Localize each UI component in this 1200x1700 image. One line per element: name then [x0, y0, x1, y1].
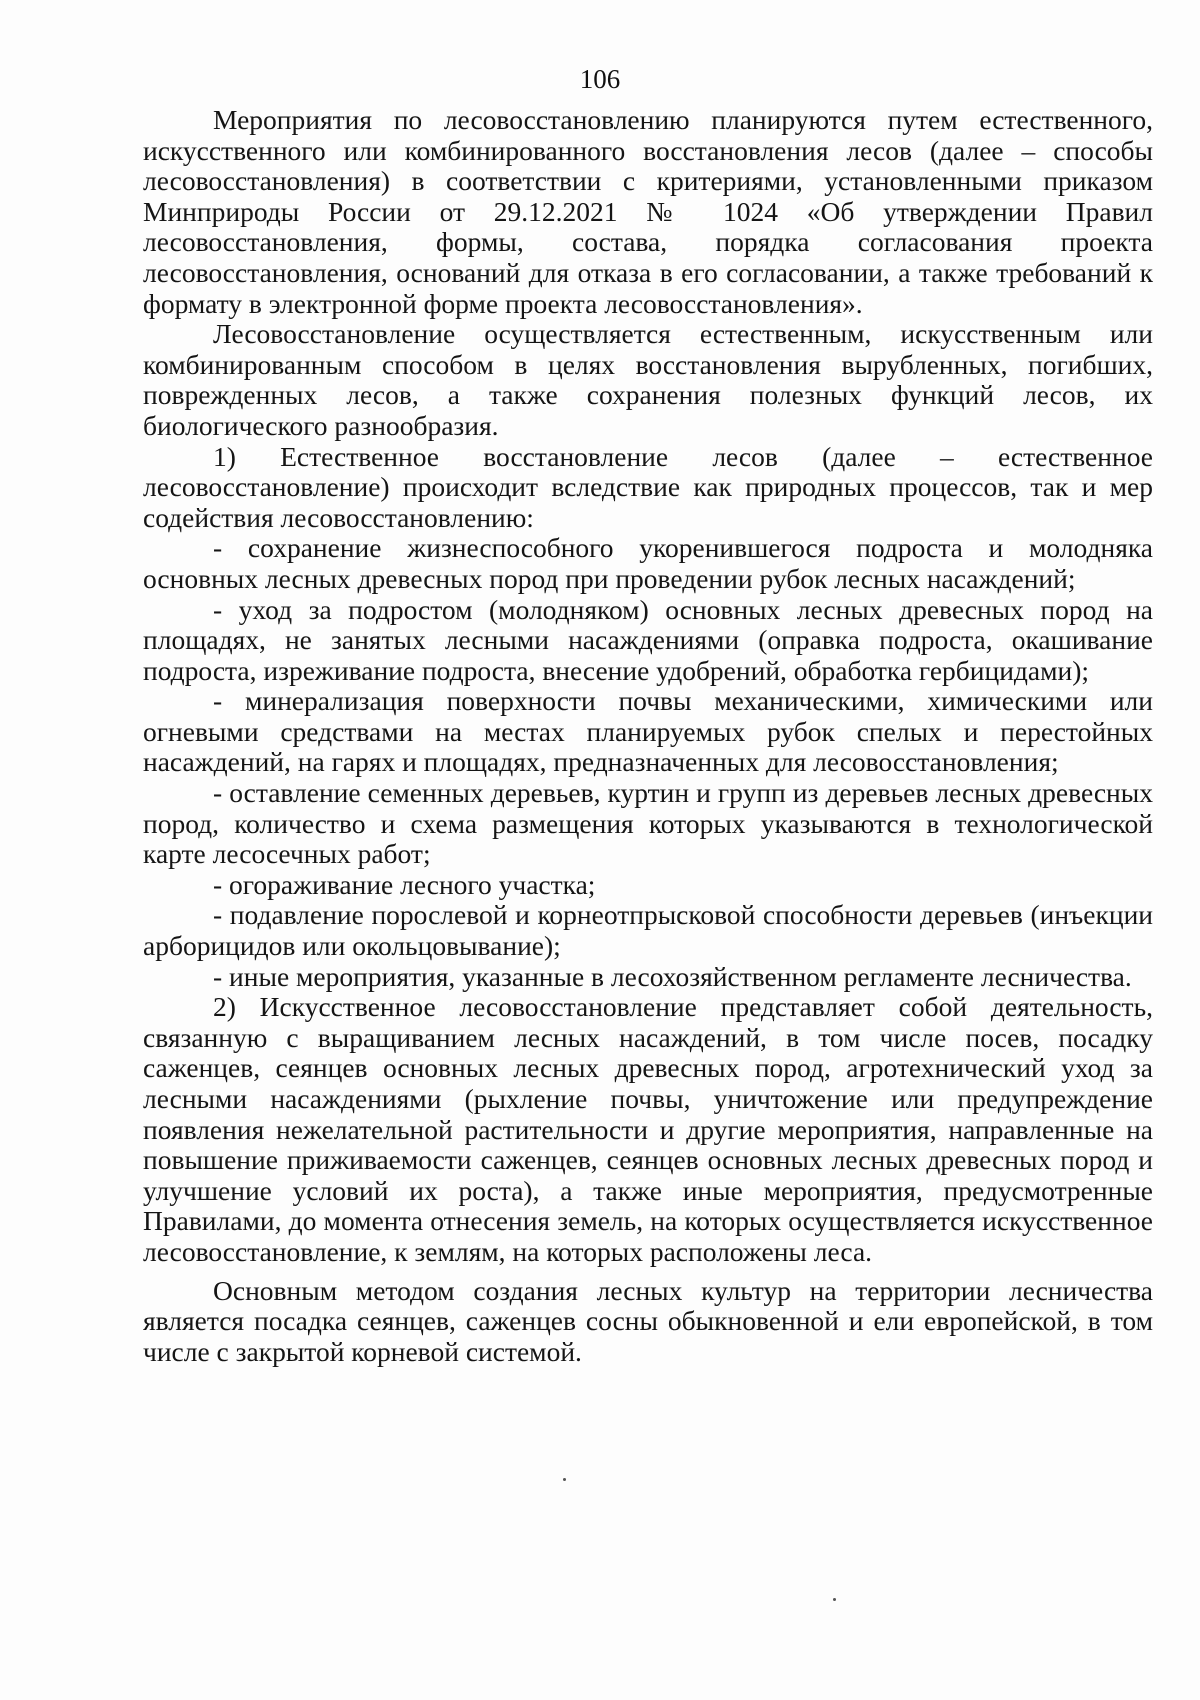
list-item: - оставление семенных деревьев, куртин и групп из деревьев лесных древесных пород, количество и схема размещения которых указываются в технологической карте лесосечных работ; — [143, 777, 1153, 870]
paragraph-natural-restoration: 1) Естественное восстановление лесов (далее – естественное лесовосстановление) происходит вследствие как природных процессов, так и мер содействия лесовосстановлению: — [143, 440, 1153, 533]
scan-speck — [833, 1598, 836, 1601]
list-item: - сохранение жизнеспособного укоренившегося подроста и молодняка основных лесных древесных пород при проведении рубок лесных насаждений; — [143, 532, 1153, 594]
list-item: - минерализация поверхности почвы механическими, химическими или огневыми средствами на местах планируемых рубок спелых и перестойных насаждений, на гарях и площадях, предназначенных для лесовосстановления; — [143, 685, 1153, 778]
scan-speck — [563, 1478, 566, 1481]
document-body — [143, 105, 1153, 1367]
list-item: - иные мероприятия, указанные в лесохозяйственном регламенте лесничества. — [213, 960, 1132, 992]
page-number: 106 — [579, 64, 621, 94]
paragraph-artificial-restoration: 2) Искусственное лесовосстановление представляет собой деятельность, связанную с выращиванием лесных насаждений, в том числе посев, посадку саженцев, сеянцев основных лесных древесных пород, агротехнический уход за лесными насаждениями (рыхление почвы, уничтожение или предупреждение появления нежелательной растительности и другие мероприятия, направленные на повышение приживаемости саженцев, сеянцев основных лесных древесных пород и улучшение условий их роста), а также иные мероприятия, предусмотренные Правилами, до момента отнесения земель, на которых осуществляется искусственное лесовосстановление, к землям, на которых расположены леса. — [143, 991, 1153, 1267]
paragraph-main-method: Основным методом создания лесных культур на территории лесничества является посадка сеянцев, саженцев сосны обыкновенной и ели европейской, в том числе с закрытой корневой системой. — [143, 1274, 1153, 1367]
list-item: - подавление порослевой и корнеотпрысковой способности деревьев (инъекции арборицидов или окольцовывание); — [143, 899, 1153, 962]
paragraph-methods: Лесовосстановление осуществляется естественным, искусственным или комбинированным способом в целях восстановления вырубленных, погибших, поврежденных лесов, а также сохранения полезных функций лесов, их биологического разнообразия. — [143, 318, 1153, 441]
list-item: - уход за подростом (молодняком) основных лесных древесных пород на площадях, не занятых лесными насаждениями (оправка подроста, окашивание подроста, изреживание подроста, внесение удобрений, обработка гербицидами); — [143, 593, 1153, 686]
paragraph-intro: Мероприятия по лесовосстановлению планируются путем естественного, искусственного или комбинированного восстановления лесов (далее – способы лесовосстановления) в соответствии с критериями, установленными приказом Минприроды России от 29.12.2021 № 1024 «Об утверждении Правил лесовосстановления, формы, состава, порядка согласования проекта лесовосстановления, оснований для отказа в его согласовании, а также требований к формату в электронной форме проекта лесовосстановления». — [143, 104, 1153, 319]
list-item: - огораживание лесного участка; — [213, 868, 596, 900]
